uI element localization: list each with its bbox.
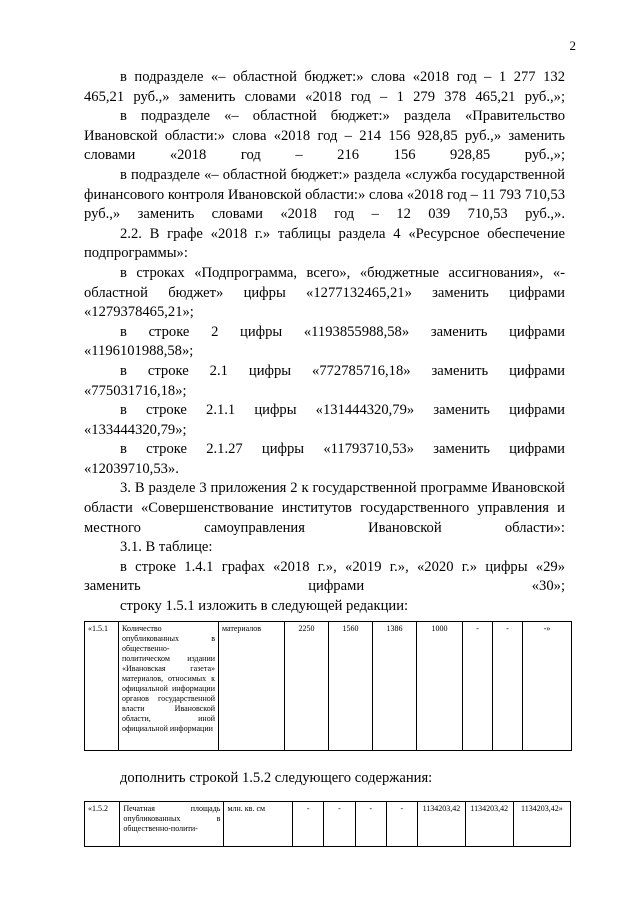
value-cell: 1560 (329, 622, 373, 751)
paragraph-7: в строке 2.1 цифры «772785716,18» заменить цифрами «775031716,18»; (84, 362, 565, 399)
value-cell: 1134203,42 (465, 802, 513, 847)
paragraph-6: в строке 2 цифры «1193855988,58» заменить цифрами «1196101988,58»; (84, 323, 565, 360)
row-number-cell: «1.5.1 (85, 622, 119, 751)
unit-cell: материалов (219, 622, 285, 751)
indicator-name-cell: Печатная площадь опубликованных в общественно-полити- (120, 802, 224, 847)
paragraph-11: 3.1. В таблице: (120, 539, 213, 556)
value-cell: -» (523, 622, 572, 751)
table-row (85, 802, 571, 847)
paragraph-13: строку 1.5.1 изложить в следующей редакции: (120, 598, 409, 615)
table-row (85, 622, 572, 751)
paragraph-10: 3. В разделе 3 приложения 2 к государственной программе Ивановской области «Совершенствование институтов государственного управления и местного самоуправления Ивановской области»: (84, 480, 565, 536)
value-cell: 1000 (417, 622, 463, 751)
value-cell: - (324, 802, 355, 847)
paragraph-5: в строках «Подпрограмма, всего», «бюджетные ассигнования», «- областной бюджет» цифры «1277132465,21» заменить цифрами «1279378465,21»; (84, 264, 565, 321)
value-cell: - (463, 622, 493, 751)
paragraph-8: в строке 2.1.1 цифры «131444320,79» заменить цифрами «133444320,79»; (84, 402, 565, 438)
value-cell: - (293, 802, 324, 847)
indicator-table-1-5-1 (84, 621, 572, 751)
paragraph-12: в строке 1.4.1 графах «2018 г.», «2019 г.», «2020 г.» цифры «29» заменить цифрами «30»; (84, 558, 565, 595)
page-number: 2 (569, 38, 576, 53)
row-number-cell: «1.5.2 (85, 802, 120, 847)
unit-cell: млн. кв. см (224, 802, 293, 847)
paragraph-4: 2.2. В графе «2018 г.» таблицы раздела 4 «Ресурсное обеспечение подпрограммы»: (84, 225, 565, 262)
indicator-name-cell: Количество опубликованных в общественно-политическом издании «Ивановская газета» материалов, относимых к официальной информации органов государственной власти Ивановской области, иной официальной информации (119, 622, 219, 751)
value-cell: - (386, 802, 417, 847)
add-row-instruction: дополнить строкой 1.5.2 следующего содержания: (120, 770, 433, 786)
document-body (84, 68, 565, 617)
paragraph-1: в подразделе «– областной бюджет:» слова «2018 год – 1 277 132 465,21 руб.,» заменить словами «2018 год – 1 279 378 465,21 руб.,»; (84, 69, 565, 105)
value-cell: 1134203,42 (417, 802, 465, 847)
paragraph-3: в подразделе «– областной бюджет:» раздела «служба государственной финансового контроля Ивановской области:» слова «2018 год – 11 793 710,53 руб.,» заменить словами «2018 год – 12 039 710,53 руб.,». (84, 166, 565, 223)
value-cell: 1134203,42» (513, 802, 570, 847)
value-cell: - (493, 622, 523, 751)
paragraph-9: в строке 2.1.27 цифры «11793710,53» заменить цифрами «12039710,53». (84, 441, 565, 477)
indicator-table-1-5-2 (84, 801, 571, 847)
value-cell: 2250 (285, 622, 329, 751)
paragraph-2: в подразделе «– областной бюджет:» раздела «Правительство Ивановской области:» слова «2018 год – 214 156 928,85 руб.,» заменить словами «2018 год – 216 156 928,85 руб.,»; (84, 108, 565, 164)
value-cell: - (355, 802, 386, 847)
value-cell: 1386 (373, 622, 417, 751)
